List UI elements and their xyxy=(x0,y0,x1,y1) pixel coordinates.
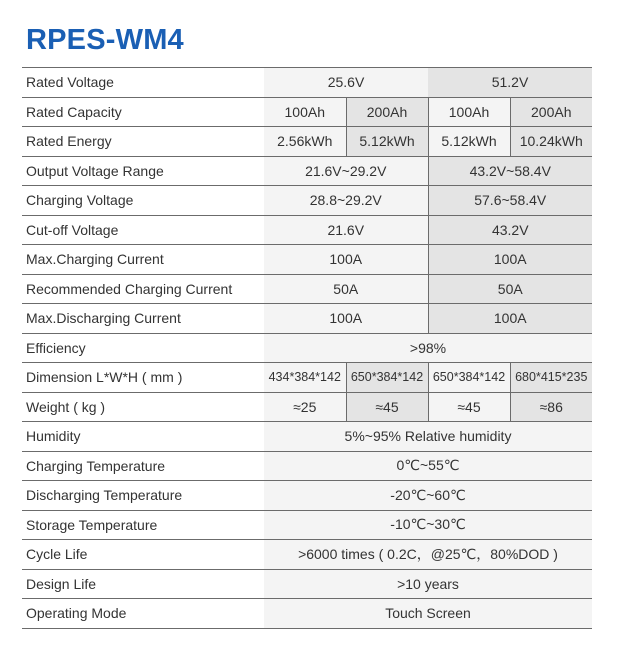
row-label: Charging Voltage xyxy=(22,186,264,216)
row-label: Cut-off Voltage xyxy=(22,215,264,245)
table-row xyxy=(22,68,592,98)
cell-value: 5.12kWh xyxy=(346,127,428,157)
page-title: RPES-WM4 xyxy=(26,24,184,56)
table-row xyxy=(22,363,592,393)
cell-value: 100A xyxy=(428,304,592,334)
row-label: Storage Temperature xyxy=(22,510,264,540)
row-label: Discharging Temperature xyxy=(22,481,264,511)
row-label: Design Life xyxy=(22,569,264,599)
cell-value: 680*415*235 xyxy=(510,363,592,393)
cell-value: 21.6V xyxy=(264,215,428,245)
table-row xyxy=(22,127,592,157)
row-label: Efficiency xyxy=(22,333,264,363)
cell-value: 200Ah xyxy=(346,97,428,127)
row-label: Rated Energy xyxy=(22,127,264,157)
cell-value: 43.2V~58.4V xyxy=(428,156,592,186)
row-label: Weight ( kg ) xyxy=(22,392,264,422)
cell-value: 200Ah xyxy=(510,97,592,127)
cell-value: >6000 times ( 0.2C，@25℃，80%DOD ) xyxy=(264,540,592,570)
row-label: Rated Capacity xyxy=(22,97,264,127)
cell-value: 0℃~55℃ xyxy=(264,451,592,481)
row-label: Recommended Charging Current xyxy=(22,274,264,304)
row-label: Humidity xyxy=(22,422,264,452)
cell-value: Touch Screen xyxy=(264,599,592,629)
table-row xyxy=(22,481,592,511)
table-row xyxy=(22,333,592,363)
row-label: Max.Charging Current xyxy=(22,245,264,275)
cell-value: 50A xyxy=(428,274,592,304)
cell-value: 25.6V xyxy=(264,68,428,98)
cell-value: ≈86 xyxy=(510,392,592,422)
table-row xyxy=(22,215,592,245)
cell-value: 100A xyxy=(428,245,592,275)
table-row xyxy=(22,245,592,275)
row-label: Operating Mode xyxy=(22,599,264,629)
row-label: Charging Temperature xyxy=(22,451,264,481)
cell-value: 10.24kWh xyxy=(510,127,592,157)
cell-value: 50A xyxy=(264,274,428,304)
table-row xyxy=(22,422,592,452)
cell-value: 100Ah xyxy=(264,97,346,127)
cell-value: 57.6~58.4V xyxy=(428,186,592,216)
table-row xyxy=(22,599,592,629)
table-row xyxy=(22,274,592,304)
cell-value: 51.2V xyxy=(428,68,592,98)
cell-value: 21.6V~29.2V xyxy=(264,156,428,186)
cell-value: 650*384*142 xyxy=(428,363,510,393)
table-row xyxy=(22,569,592,599)
cell-value: 5%~95% Relative humidity xyxy=(264,422,592,452)
row-label: Rated Voltage xyxy=(22,68,264,98)
cell-value: 650*384*142 xyxy=(346,363,428,393)
table-row xyxy=(22,392,592,422)
cell-value: ≈45 xyxy=(346,392,428,422)
spec-table xyxy=(22,67,592,629)
row-label: Dimension L*W*H ( mm ) xyxy=(22,363,264,393)
table-row xyxy=(22,304,592,334)
row-label: Max.Discharging Current xyxy=(22,304,264,334)
cell-value: ≈45 xyxy=(428,392,510,422)
table-row xyxy=(22,186,592,216)
cell-value: 100A xyxy=(264,304,428,334)
table-row xyxy=(22,510,592,540)
table-row xyxy=(22,156,592,186)
cell-value: >10 years xyxy=(264,569,592,599)
cell-value: 28.8~29.2V xyxy=(264,186,428,216)
cell-value: 5.12kWh xyxy=(428,127,510,157)
cell-value: -10℃~30℃ xyxy=(264,510,592,540)
cell-value: ≈25 xyxy=(264,392,346,422)
row-label: Output Voltage Range xyxy=(22,156,264,186)
cell-value: 434*384*142 xyxy=(264,363,346,393)
table-row xyxy=(22,97,592,127)
table-row xyxy=(22,540,592,570)
cell-value: 100Ah xyxy=(428,97,510,127)
cell-value: 2.56kWh xyxy=(264,127,346,157)
table-row xyxy=(22,451,592,481)
cell-value: -20℃~60℃ xyxy=(264,481,592,511)
cell-value: 100A xyxy=(264,245,428,275)
cell-value: >98% xyxy=(264,333,592,363)
cell-value: 43.2V xyxy=(428,215,592,245)
row-label: Cycle Life xyxy=(22,540,264,570)
